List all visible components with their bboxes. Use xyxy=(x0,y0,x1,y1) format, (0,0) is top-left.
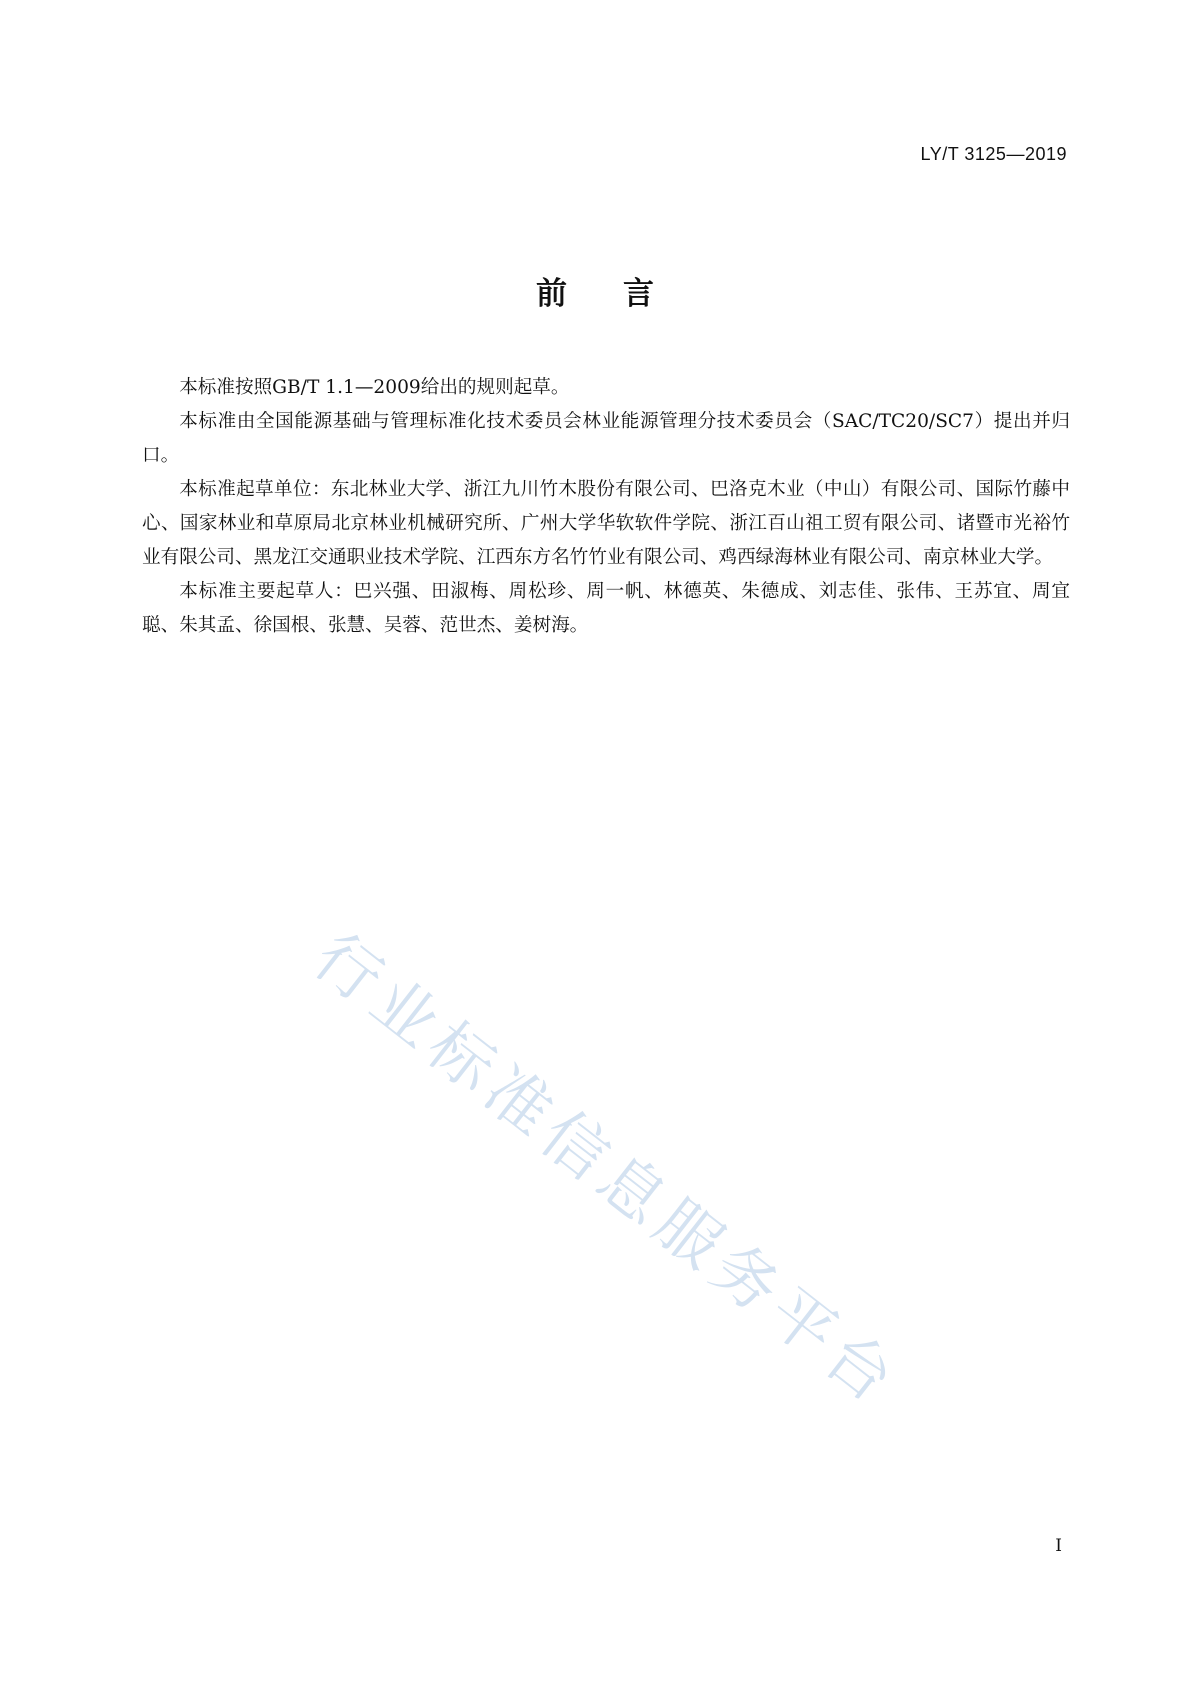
paragraph-proposer: 本标准由全国能源基础与管理标准化技术委员会林业能源管理分技术委员会（SAC/TC20/SC7）提出并归口。 xyxy=(142,411,1070,466)
page-title: 前言 xyxy=(536,276,710,312)
page-number: I xyxy=(1055,1536,1062,1556)
paragraph-drafters: 本标准主要起草人：巴兴强、田淑梅、周松珍、周一帆、林德英、朱德成、刘志佳、张伟、王苏宜、周宜聪、朱其孟、徐国根、张慧、吴蓉、范世杰、姜树海。 xyxy=(142,581,1070,636)
paragraph-drafting-rules: 本标准按照GB/T 1.1—2009给出的规则起草。 xyxy=(179,377,570,398)
preface-body xyxy=(142,371,1070,643)
document-code: LY/T 3125—2019 xyxy=(920,144,1067,164)
paragraph-drafting-units: 本标准起草单位：东北林业大学、浙江九川竹木股份有限公司、巴洛克木业（中山）有限公司、国际竹藤中心、国家林业和草原局北京林业机械研究所、广州大学华软软件学院、浙江百山祖工贸有限公司、诸暨市光裕竹业有限公司、黑龙江交通职业技术学院、江西东方名竹竹业有限公司、鸡西绿海林业有限公司、南京林业大学。 xyxy=(142,479,1070,568)
watermark: 行业标准信息服务平台 xyxy=(299,919,913,1422)
